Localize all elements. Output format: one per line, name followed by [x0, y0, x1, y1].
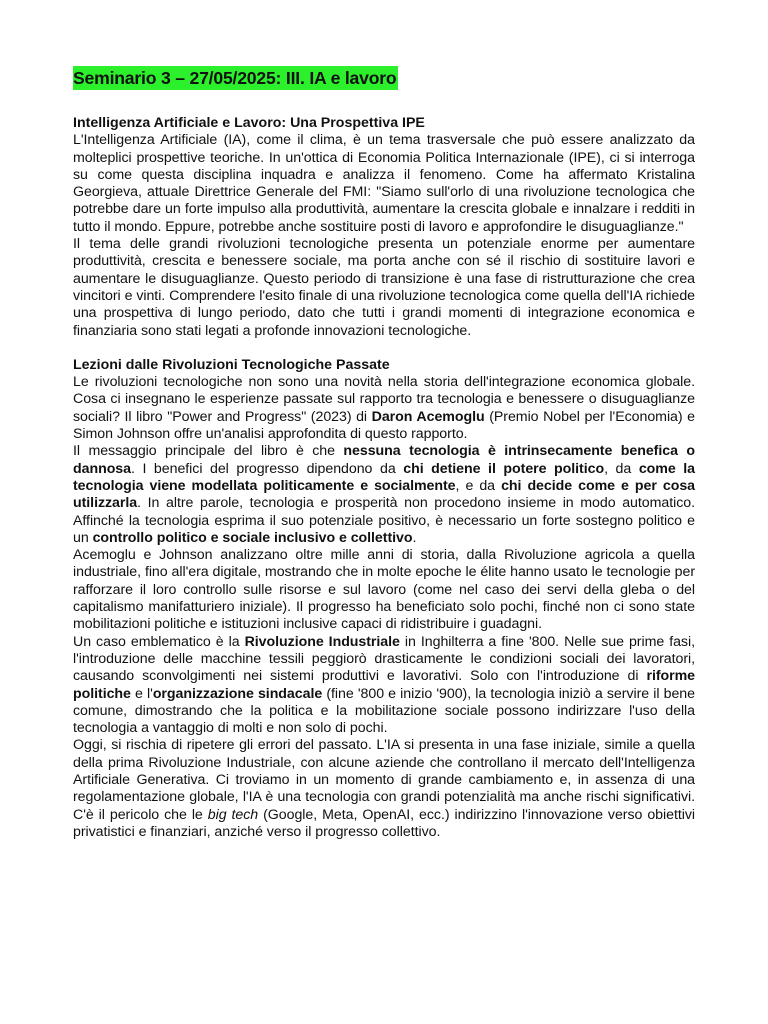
text-run: Il messaggio principale del libro è che: [73, 443, 344, 460]
title-wrap: [73, 66, 695, 92]
italic-phrase: big tech: [207, 806, 259, 823]
bold-phrase: Rivoluzione Industriale: [244, 633, 400, 650]
text-run: , e da: [455, 477, 502, 494]
bold-phrase: riforme politiche: [73, 668, 695, 702]
bold-phrase: nessuna tecnologia è intrinsecamente benefica o dannosa: [73, 443, 695, 477]
paragraph-today: [73, 737, 695, 841]
paragraph-transition: Il tema delle grandi rivoluzioni tecnologiche presenta un potenziale enorme per aumentare produttività, crescita e benessere sociale, ma porta anche con sé il rischio di sostituire lavori e aumentare le disuguaglianze. Questo periodo di transizione è una fase di ristrutturazione che crea vincitori e vinti. Comprendere l'esito finale di una rivoluzione tecnologica come quella dell'IA richiede una prospettiva di lungo periodo, dato che tutti i grandi momenti di integrazione economica e finanziaria sono stati legati a profonde innovazioni tecnologiche.: [73, 236, 695, 339]
bold-phrase: controllo politico e sociale inclusivo e collettivo: [92, 529, 413, 546]
paragraph-industrial-revolution: [73, 634, 695, 738]
text-run: Le rivoluzioni tecnologiche non sono una novità nella storia dell'integrazione economica globale. Cosa ci insegnano le esperienze passate sul rapporto tra tecnologia e benessere o disuguaglianze sociali? Il libro "Power and Progress" (2023) di: [73, 374, 695, 425]
paragraph-history: Acemoglu e Johnson analizzano oltre mille anni di storia, dalla Rivoluzione agricola a quella industriale, fino all'era digitale, mostrando che in molte epoche le élite hanno usato le tecnologie per rafforzare il loro controllo sulle risorse e sul lavoro (come nel caso dei servi della gleba o del capitalismo manifatturiero iniziale). Il progresso ha beneficiato solo pochi, finché non ci sono state mobilitazioni politiche e istituzioni inclusive capaci di ridistribuire i guadagni.: [73, 547, 695, 633]
text-run: in Inghilterra a fine '800. Nelle sue prime fasi, l'introduzione delle macchine tessili peggiorò drasticamente le condizioni sociali dei lavoratori, causando sconvolgimenti nei sistemi produttivi e lavorativi. Solo con l'introduzione di: [73, 633, 695, 685]
text-run: Oggi, si rischia di ripetere gli errori del passato. L'IA si presenta in una fase iniziale, simile a quella della prima Rivoluzione Industriale, con alcune aziende che controllano il mercato dell'Intelligenza Artificiale Generativa. Ci troviamo in un momento di grande cambiamento e, in assenza di una regolamentazione globale, l'IA è una tecnologia con grandi potenzialità ma anche rischi significativi. C'è il pericolo che le: [73, 737, 695, 823]
text-run: Un caso emblematico è la: [73, 633, 245, 650]
bold-author: Daron Acemoglu: [371, 408, 485, 425]
text-run: (Google, Meta, OpenAI, ecc.) indirizzino l'innovazione verso obiettivi privatistici e finanziari, anziché verso il progresso collettivo.: [73, 806, 695, 840]
bold-phrase: come la tecnologia viene modellata politicamente e socialmente: [73, 460, 695, 494]
section-heading-lezioni: Lezioni dalle Rivoluzioni Tecnologiche Passate: [73, 356, 390, 373]
bold-phrase: chi decide come e per cosa utilizzarla: [73, 477, 695, 512]
text-run: , da: [604, 460, 639, 477]
text-run: (fine '800 e inizio '900), la tecnologia iniziò a servire il bene comune, dimostrando che la politica e la mobilitazione sociale possono indirizzare l'uso della tecnologia a vantaggio di molti e non solo di pochi.: [73, 685, 695, 737]
paragraph-power-and-progress: [73, 374, 695, 443]
text-run: e l': [130, 685, 153, 702]
section-heading-ia-lavoro: Intelligenza Artificiale e Lavoro: Una Prospettiva IPE: [73, 115, 425, 131]
paragraph-main-message: [73, 443, 695, 547]
text-run: .: [412, 529, 417, 546]
bold-phrase: organizzazione sindacale: [152, 685, 323, 702]
text-run: . I benefici del progresso dipendono da: [131, 460, 404, 477]
bold-phrase: chi detiene il potere politico: [403, 460, 605, 477]
paragraph-intro: L'Intelligenza Artificiale (IA), come il clima, è un tema trasversale che può essere analizzato da molteplici prospettive teoriche. In un'ottica di Economia Politica Internazionale (IPE), ci si interroga su come questa disciplina inquadra e analizza il fenomeno. Come ha affermato Kristalina Georgieva, attuale Direttrice Generale del FMI: "Siamo sull'orlo di una rivoluzione tecnologica che potrebbe dare un forte impulso alla produttività, aumentare la crescita globale e innalzare i redditi in tutto il mondo. Eppure, potrebbe anche sostituire posti di lavoro e approfondire le disuguaglianze.": [73, 132, 695, 235]
text-run: (Premio Nobel per l'Economia) e Simon Johnson offre un'analisi approfondita di questo rapporto.: [73, 408, 695, 443]
document-page: [73, 66, 695, 841]
text-run: . In altre parole, tecnologia e prosperità non procedono insieme in modo automatico. Affinché la tecnologia esprima il suo potenziale positivo, è necessario un forte sostegno politico e un: [73, 495, 695, 546]
page-title: Seminario 3 – 27/05/2025: III. IA e lavoro: [73, 68, 397, 88]
section-gap: [73, 340, 695, 357]
